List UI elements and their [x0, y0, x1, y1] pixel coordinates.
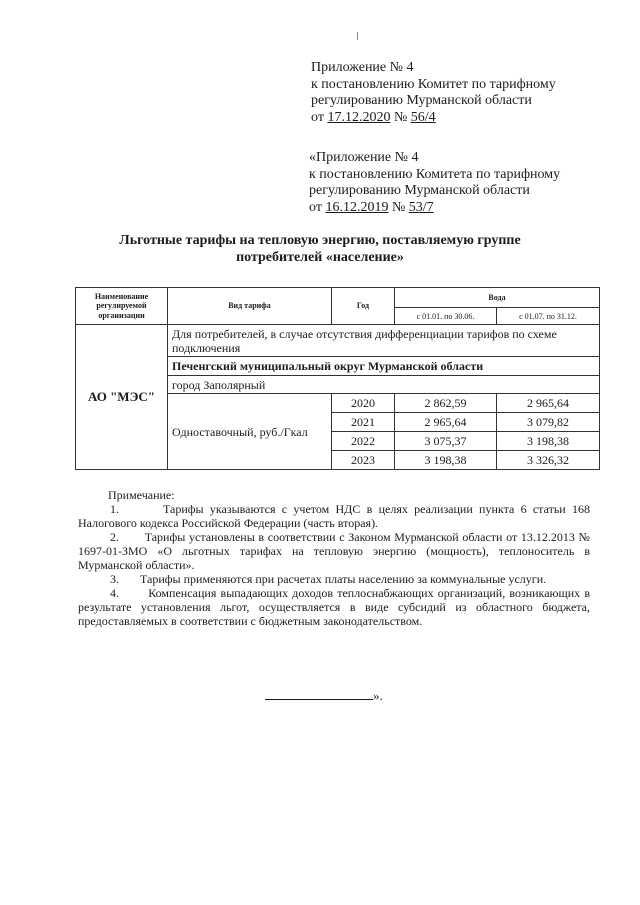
note-number: 4.	[110, 586, 119, 600]
city-name: город Заполярный	[168, 376, 600, 394]
closing-line	[265, 688, 383, 704]
tariff-table	[75, 287, 600, 470]
annex-current-date-prefix: от	[311, 109, 324, 125]
scan-mark	[357, 32, 358, 40]
note-text: Компенсация выпадающих доходов теплоснабжающих организаций, возникающих в результате установления льгот, осуществляется в виде субсидий из областного бюджета, предоставляемых в соответствии с бюджетным законодательством.	[78, 586, 590, 628]
organization-name: АО "МЭС"	[76, 325, 168, 470]
annex-previous-number: 53/7	[408, 199, 434, 215]
title-line1: Льготные тарифы на тепловую энергию, поставляемую группе	[119, 233, 521, 248]
annex-current-line2: к постановлению Комитет по тарифному	[311, 76, 556, 92]
note-text: Тарифы установлены в соответствии с Законом Мурманской области от 13.12.2013 № 1697-01-ЗМО «О льготных тарифах на тепловую энергию (мощность), теплоноситель в Мурманской области».	[78, 530, 591, 572]
annex-current-header	[311, 60, 611, 126]
tariff-h2-cell: 3 198,38	[497, 432, 600, 451]
annex-current-line3: регулированию Мурманской области	[311, 93, 532, 108]
document-title	[80, 232, 560, 266]
table-row	[76, 325, 600, 357]
header-period1: с 01.01. по 30.06.	[395, 308, 497, 325]
annex-current-date-line	[311, 110, 611, 127]
closing-quote: ».	[373, 688, 383, 703]
tariff-h1-cell: 3 198,38	[395, 451, 497, 470]
annex-previous-header	[309, 150, 609, 216]
note-text: Тарифы указываются с учетом НДС в целях реализации пункта 6 статьи 168 Налогового кодекса Российской Федерации (часть вторая).	[78, 502, 590, 530]
year-cell: 2023	[332, 451, 395, 470]
annex-previous-number-prefix: №	[391, 199, 406, 215]
year-cell: 2020	[332, 394, 395, 413]
title-line2: потребителей «население»	[236, 250, 404, 265]
consumer-note: Для потребителей, в случае отсутствия дифференциации тарифов по схеме подключения	[168, 325, 600, 357]
annex-previous-line3: регулированию Мурманской области	[309, 183, 530, 198]
notes-section	[78, 488, 590, 628]
year-cell: 2021	[332, 413, 395, 432]
header-water: Вода	[395, 288, 600, 308]
annex-current-number: 56/4	[410, 109, 436, 125]
annex-previous-date-line	[309, 200, 609, 217]
header-period2: с 01.07. по 31.12.	[497, 308, 600, 325]
tariff-name: Одноставочный, руб./Гкал	[168, 394, 332, 470]
note-number: 1.	[110, 502, 119, 516]
annex-previous-date: 16.12.2019	[325, 199, 389, 215]
tariff-h1-cell: 3 075,37	[395, 432, 497, 451]
annex-previous-line2: к постановлению Комитета по тарифному	[309, 166, 561, 182]
notes-heading: Примечание:	[108, 488, 175, 502]
header-year: Год	[332, 288, 395, 325]
note-item	[78, 502, 590, 530]
note-number: 3.	[110, 572, 119, 586]
tariff-h2-cell: 3 079,82	[497, 413, 600, 432]
annex-current-number-prefix: №	[393, 109, 408, 125]
tariff-h2-cell: 2 965,64	[497, 394, 600, 413]
annex-current-line1: Приложение № 4	[311, 60, 414, 75]
note-item	[78, 586, 590, 628]
tariff-h1-cell: 2 965,64	[395, 413, 497, 432]
note-text: Тарифы применяются при расчетах платы населению за коммунальные услуги.	[140, 572, 547, 586]
year-cell: 2022	[332, 432, 395, 451]
note-item	[78, 572, 590, 586]
table-header-row	[76, 288, 600, 308]
tariff-h1-cell: 2 862,59	[395, 394, 497, 413]
signature-underline	[265, 689, 373, 700]
note-item	[78, 530, 590, 572]
note-number: 2.	[110, 530, 119, 544]
annex-previous-date-prefix: от	[309, 199, 322, 215]
annex-previous-line1: «Приложение № 4	[309, 150, 419, 165]
header-org: Наименование регулируемой организации	[76, 288, 168, 325]
header-tariff-type: Вид тарифа	[168, 288, 332, 325]
district-name: Печенгский муниципальный округ Мурманской области	[168, 357, 600, 376]
annex-current-date: 17.12.2020	[327, 109, 391, 125]
tariff-h2-cell: 3 326,32	[497, 451, 600, 470]
